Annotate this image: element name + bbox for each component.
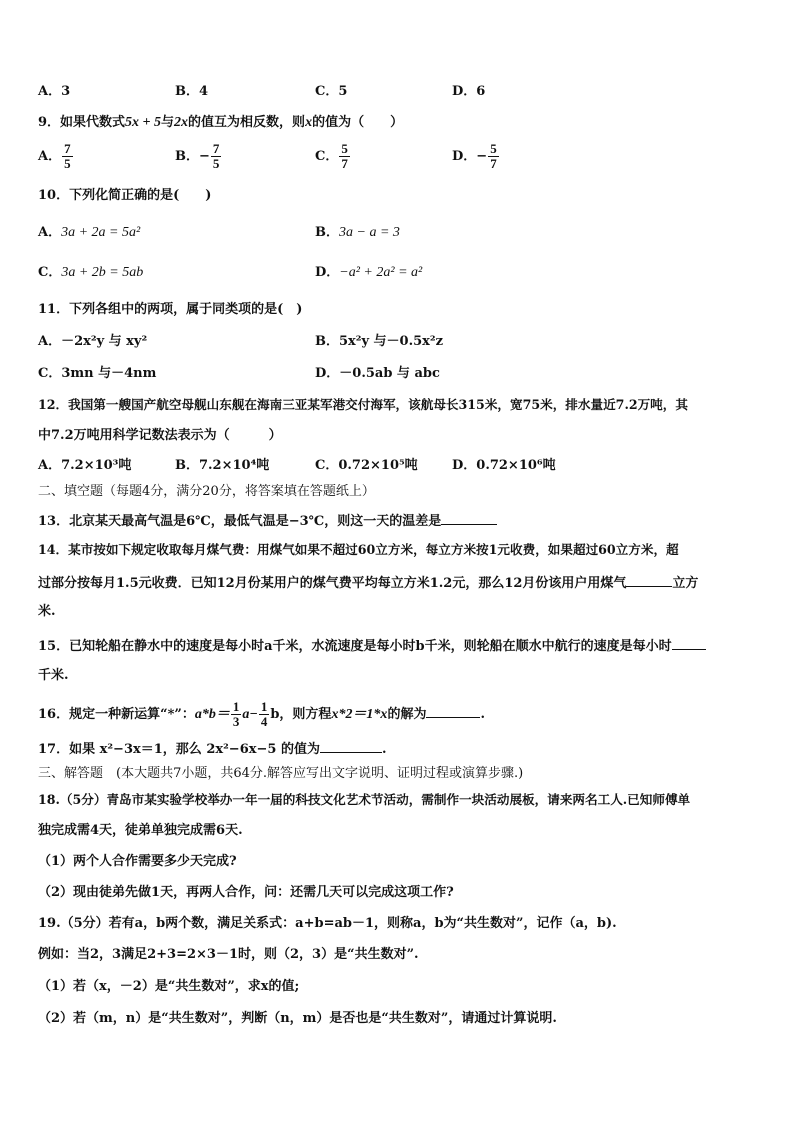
q9-option-a-fraction	[62, 142, 73, 171]
q12-option-b: B．7.2×10⁴吨	[175, 458, 270, 473]
q16-end: b，则方程	[270, 707, 332, 722]
answer-blank[interactable]	[320, 738, 382, 753]
q9-option-c-fraction	[339, 142, 350, 171]
fraction-denominator: 7	[341, 156, 348, 171]
q9-option-b-sign: −	[199, 149, 210, 164]
q10-option-b-label: B．	[315, 225, 339, 240]
q10-option-a-expr: 3a + 2a = 5a²	[61, 225, 141, 240]
q10-option-d-label: D．	[315, 265, 340, 280]
q15-line-1	[38, 635, 706, 656]
q10-option-b	[315, 224, 400, 242]
q14-line-3: 米.	[38, 604, 56, 619]
q18-line-1: 18.（5分）青岛市某实验学校举办一年一届的科技文化艺术节活动，需制作一块活动展板，请来两名工人.已知师傅单	[38, 792, 691, 807]
q12-line-2: 中7.2万吨用科学记数法表示为（ ）	[38, 428, 282, 443]
fraction-numerator: 5	[341, 141, 348, 156]
q9-post: 的值互为相反数，则	[188, 115, 306, 130]
q11-option-a: A．－2x²y 与 xy²	[38, 334, 148, 349]
q15-line-2: 千米.	[38, 668, 69, 683]
section-2-heading: 二、填空题（每题4分，满分20分，将答案填在答题纸上）	[38, 484, 375, 499]
fraction-numerator: 7	[64, 141, 71, 156]
q11-stem: 11．下列各组中的两项，属于同类项的是( )	[38, 302, 303, 317]
q19-line-2: 例如：当2，3满足2+3=2×3－1时，则（2，3）是“共生数对”.	[38, 947, 419, 962]
q12-option-c: C．0.72×10⁵吨	[315, 458, 418, 473]
q9-option-d-label: D．	[452, 149, 477, 164]
q12-option-a: A．7.2×10³吨	[38, 458, 132, 473]
q10-option-d	[315, 264, 422, 282]
q10-option-a	[38, 224, 140, 242]
q14-line-2-text: 过部分按每月1.5元收费．已知12月份某用户的煤气费平均每立方米1.2元，那么12月份该用户用煤气	[38, 576, 627, 591]
q15-line-1-text: 15．已知轮船在静水中的速度是每小时a千米，水流速度是每小时b千米，则轮船在顺水中航行的速度是每小时	[38, 639, 672, 654]
q9-option-b-label: B．	[175, 149, 199, 164]
q18-line-2: 独完成需4天，徒弟单独完成需6天.	[38, 823, 243, 838]
fraction-denominator: 5	[212, 156, 220, 171]
q8-option-b: B．4	[175, 84, 209, 99]
q9-option-d-sign: −	[476, 149, 488, 164]
fraction-denominator: 3	[232, 714, 240, 729]
q9-option-b-fraction	[211, 142, 222, 171]
q10-option-d-expr: −a² + 2a² = a²	[339, 265, 423, 280]
q11-option-b: B．5x²y 与－0.5x²z	[315, 334, 444, 349]
q16-post: 的解为	[387, 707, 427, 722]
q10-option-b-expr: 3a − a = 3	[339, 225, 400, 240]
q18-part-2: （2）现由徒弟先做1天，再两人合作，问：还需几天可以完成这项工作?	[38, 885, 454, 900]
q13-text: 13．北京某天最高气温是6℃，最低气温是−3℃，则这一天的温差是	[38, 514, 442, 529]
fraction-numerator: 7	[212, 141, 220, 156]
q9-end: 的值为（ ）	[312, 115, 404, 130]
q9-expr-1: 5x + 5	[125, 115, 162, 130]
answer-blank[interactable]	[426, 703, 480, 718]
q17-text: 17．如果 x²−3x＝1，那么 2x²−6x−5 的值为	[38, 742, 320, 757]
q9-var: x	[305, 115, 313, 130]
q11-option-c: C．3mn 与－4nm	[38, 366, 157, 381]
q16-dot: .	[480, 707, 485, 722]
q9-pre: 9．如果代数式	[38, 115, 126, 130]
fraction-denominator: 4	[260, 714, 268, 729]
q9-expr-2: 2x	[174, 115, 189, 130]
q9-option-d-fraction	[488, 142, 499, 171]
q14-line-2	[38, 572, 698, 593]
q11-option-d: D．－0.5ab 与 abc	[315, 366, 440, 381]
q10-option-c-expr: 3a + 2b = 5ab	[61, 265, 144, 280]
q16-lhs: a*b＝	[194, 707, 230, 722]
q9-option-a	[38, 142, 74, 171]
q19-line-1: 19.（5分）若有a，b两个数，满足关系式：a+b=ab－1，则称a，b为“共生数对”，记作（a，b).	[38, 916, 617, 931]
q16-mid: a−	[242, 707, 258, 722]
answer-blank[interactable]	[441, 510, 497, 525]
q17	[38, 738, 387, 759]
q10-option-a-label: A．	[38, 225, 62, 240]
q9-option-c	[315, 142, 351, 171]
q8-option-c: C．5	[315, 84, 348, 99]
q13	[38, 510, 497, 531]
fraction-numerator: 5	[490, 141, 497, 156]
q12-option-d: D．0.72×10⁶吨	[452, 458, 556, 473]
q9-option-b	[175, 142, 222, 171]
q16-pre: 16．规定一种新运算“*”：	[38, 707, 195, 722]
section-3-heading: 三、解答题 (本大题共7小题，共64分.解答应写出文字说明、证明过程或演算步骤.)	[38, 766, 524, 781]
q9-stem	[38, 114, 403, 132]
q16-fraction-1	[231, 700, 242, 729]
q16	[38, 700, 485, 729]
q19-part-2: （2）若（m，n）是“共生数对”，判断（n，m）是否也是“共生数对”，请通过计算说明.	[38, 1011, 557, 1026]
q10-option-c-label: C．	[38, 265, 62, 280]
q14-line-1: 14．某市按如下规定收取每月煤气费：用煤气如果不超过60立方米，每立方米按1元收费，如果超过60立方米，超	[38, 542, 679, 557]
q9-option-a-label: A．	[38, 149, 62, 164]
q9-option-d	[452, 142, 500, 171]
q9-option-c-label: C．	[315, 149, 339, 164]
q10-stem: 10．下列化简正确的是( )	[38, 188, 212, 203]
q14-line-2-end: 立方	[672, 576, 699, 591]
fraction-denominator: 5	[64, 156, 71, 171]
answer-blank[interactable]	[626, 572, 672, 587]
q8-option-a: A．3	[38, 84, 71, 99]
q9-mid: 与	[161, 115, 175, 130]
q12-line-1: 12．我国第一艘国产航空母舰山东舰在海南三亚某军港交付海军，该航母长315米，宽75米，排水量近7.2万吨，其	[38, 397, 688, 412]
answer-blank[interactable]	[672, 635, 706, 650]
fraction-numerator: 1	[260, 699, 268, 714]
fraction-denominator: 7	[490, 156, 497, 171]
q8-option-d: D．6	[452, 84, 486, 99]
q19-part-1: （1）若（x，－2）是“共生数对”，求x的值;	[38, 979, 300, 994]
q16-fraction-2	[259, 700, 270, 729]
q18-part-1: （1）两个人合作需要多少天完成?	[38, 854, 237, 869]
q10-option-c	[38, 264, 143, 282]
fraction-numerator: 1	[232, 699, 240, 714]
q17-dot: .	[381, 742, 387, 757]
q16-equation: x*2＝1*x	[331, 707, 388, 722]
